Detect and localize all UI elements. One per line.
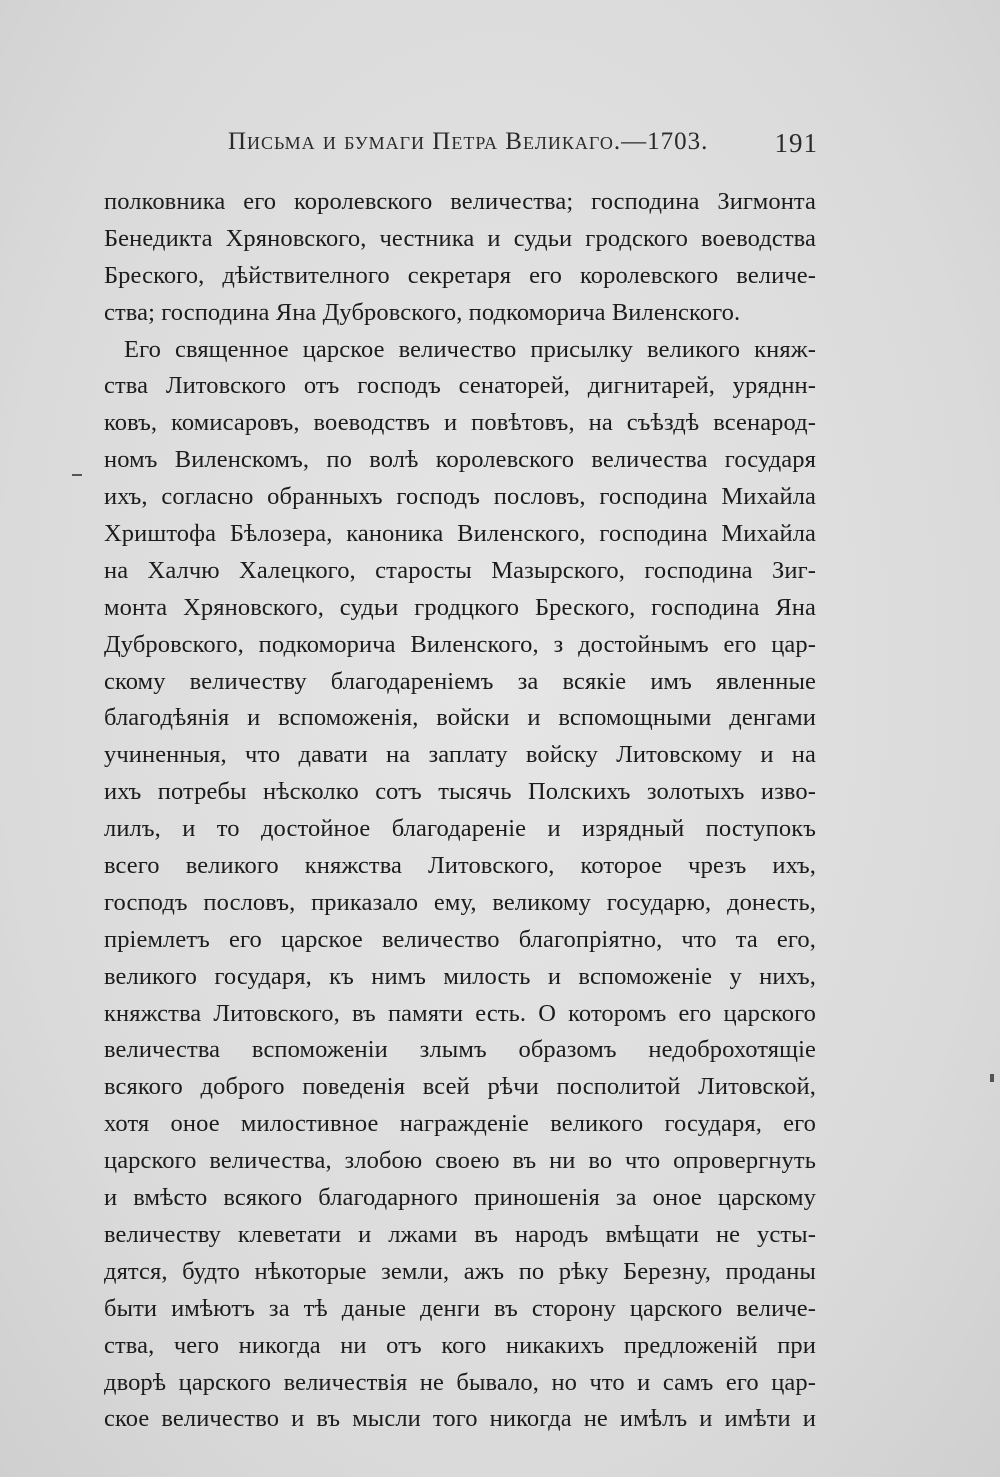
text-line: величеству клеветати и лжами въ народъ вмѣщати не усты- <box>104 1220 816 1248</box>
text-line: скому величеству благодареніемъ за всякіе имъ явленные <box>104 667 816 695</box>
text-line: величества вспоможеніи злымъ образомъ недоброхотящіе <box>104 1036 816 1064</box>
text-line: благодѣянія и вспоможенія, войски и вспомощными денгами <box>104 704 816 732</box>
text-line: ства Литовского отъ господъ сенаторей, дигнитарей, уряднн- <box>104 372 816 400</box>
margin-mark <box>72 474 82 476</box>
text-line: дятся, будто нѣкоторые земли, ажъ по рѣку Березну, проданы <box>104 1257 816 1285</box>
page-number: 191 <box>774 128 818 158</box>
text-line: номъ Виленскомъ, по волѣ королевского величества государя <box>104 446 816 474</box>
text-line: господъ пословъ, приказало ему, великому государю, донесть, <box>104 888 816 916</box>
text-line: всего великого княжства Литовского, которое чрезъ ихъ, <box>104 852 816 880</box>
text-line: Хриштофа Бѣлозера, каноника Виленского, господина Михайла <box>104 520 816 548</box>
text-line: ства; господина Яна Дубровского, подкоморича Виленского. <box>104 298 741 326</box>
text-line: Бенедикта Хряновского, честника и судьи гродского воеводства <box>104 224 816 252</box>
running-header <box>228 128 818 160</box>
text-line: великого государя, къ нимъ милость и вспоможеніе у нихъ, <box>104 962 816 990</box>
body-text <box>104 184 816 1438</box>
text-line: на Халчю Халецкого, старосты Мазырского, господина Зиг- <box>104 556 816 584</box>
text-line: ковъ, комисаровъ, воеводствъ и повѣтовъ, на съѣздѣ всенарод- <box>104 409 816 437</box>
margin-mark <box>990 1074 994 1082</box>
text-line: царского величества, злобою своею въ ни во что опровергнуть <box>104 1147 816 1175</box>
text-line: Дубровского, подкоморича Виленского, з достойнымъ его цар- <box>104 630 816 658</box>
text-line: ства, чего никогда ни отъ кого никакихъ предложеній при <box>104 1331 816 1359</box>
text-line: монта Хряновского, судьи гродцкого Бреского, господина Яна <box>104 593 816 621</box>
text-line: княжства Литовского, въ памяти есть. О которомъ его царского <box>104 999 816 1027</box>
text-line: всякого доброго поведенія всей рѣчи посполитой Литовской, <box>104 1073 816 1101</box>
text-line: лилъ, и то достойное благодареніе и изрядный поступокъ <box>104 815 816 843</box>
text-line: пріемлетъ его царское величество благопріятно, что та его, <box>104 925 816 953</box>
text-line: и вмѣсто всякого благодарного приношенія за оное царскому <box>104 1184 816 1212</box>
text-line: Бреского, дѣйствителного секретаря его королевского величе- <box>104 261 816 289</box>
text-line: учиненныя, что давати на заплату войску Литовскому и на <box>104 741 816 769</box>
text-line: ихъ потребы нѣсколко сотъ тысячь Полскихъ золотыхъ изво- <box>104 778 816 806</box>
text-line: Его священное царское величество присылку великого княж- <box>124 335 816 363</box>
text-line: полковника его королевского величества; господина Зигмонта <box>104 188 816 215</box>
text-line: ское величество и въ мысли того никогда не имѣлъ и имѣти и <box>104 1405 816 1433</box>
running-title: Письма и бумаги Петра Великаго.—1703. <box>228 128 709 155</box>
text-line: ихъ, согласно обранныхъ господъ пословъ, господина Михайла <box>104 483 816 511</box>
text-line: дворѣ царского величествія не бывало, но что и самъ его цар- <box>104 1368 816 1396</box>
text-line: быти имѣютъ за тѣ даные денги въ сторону царского величе- <box>104 1294 816 1322</box>
text-line: хотя оное милостивное награжденіе великого государя, его <box>104 1110 816 1138</box>
